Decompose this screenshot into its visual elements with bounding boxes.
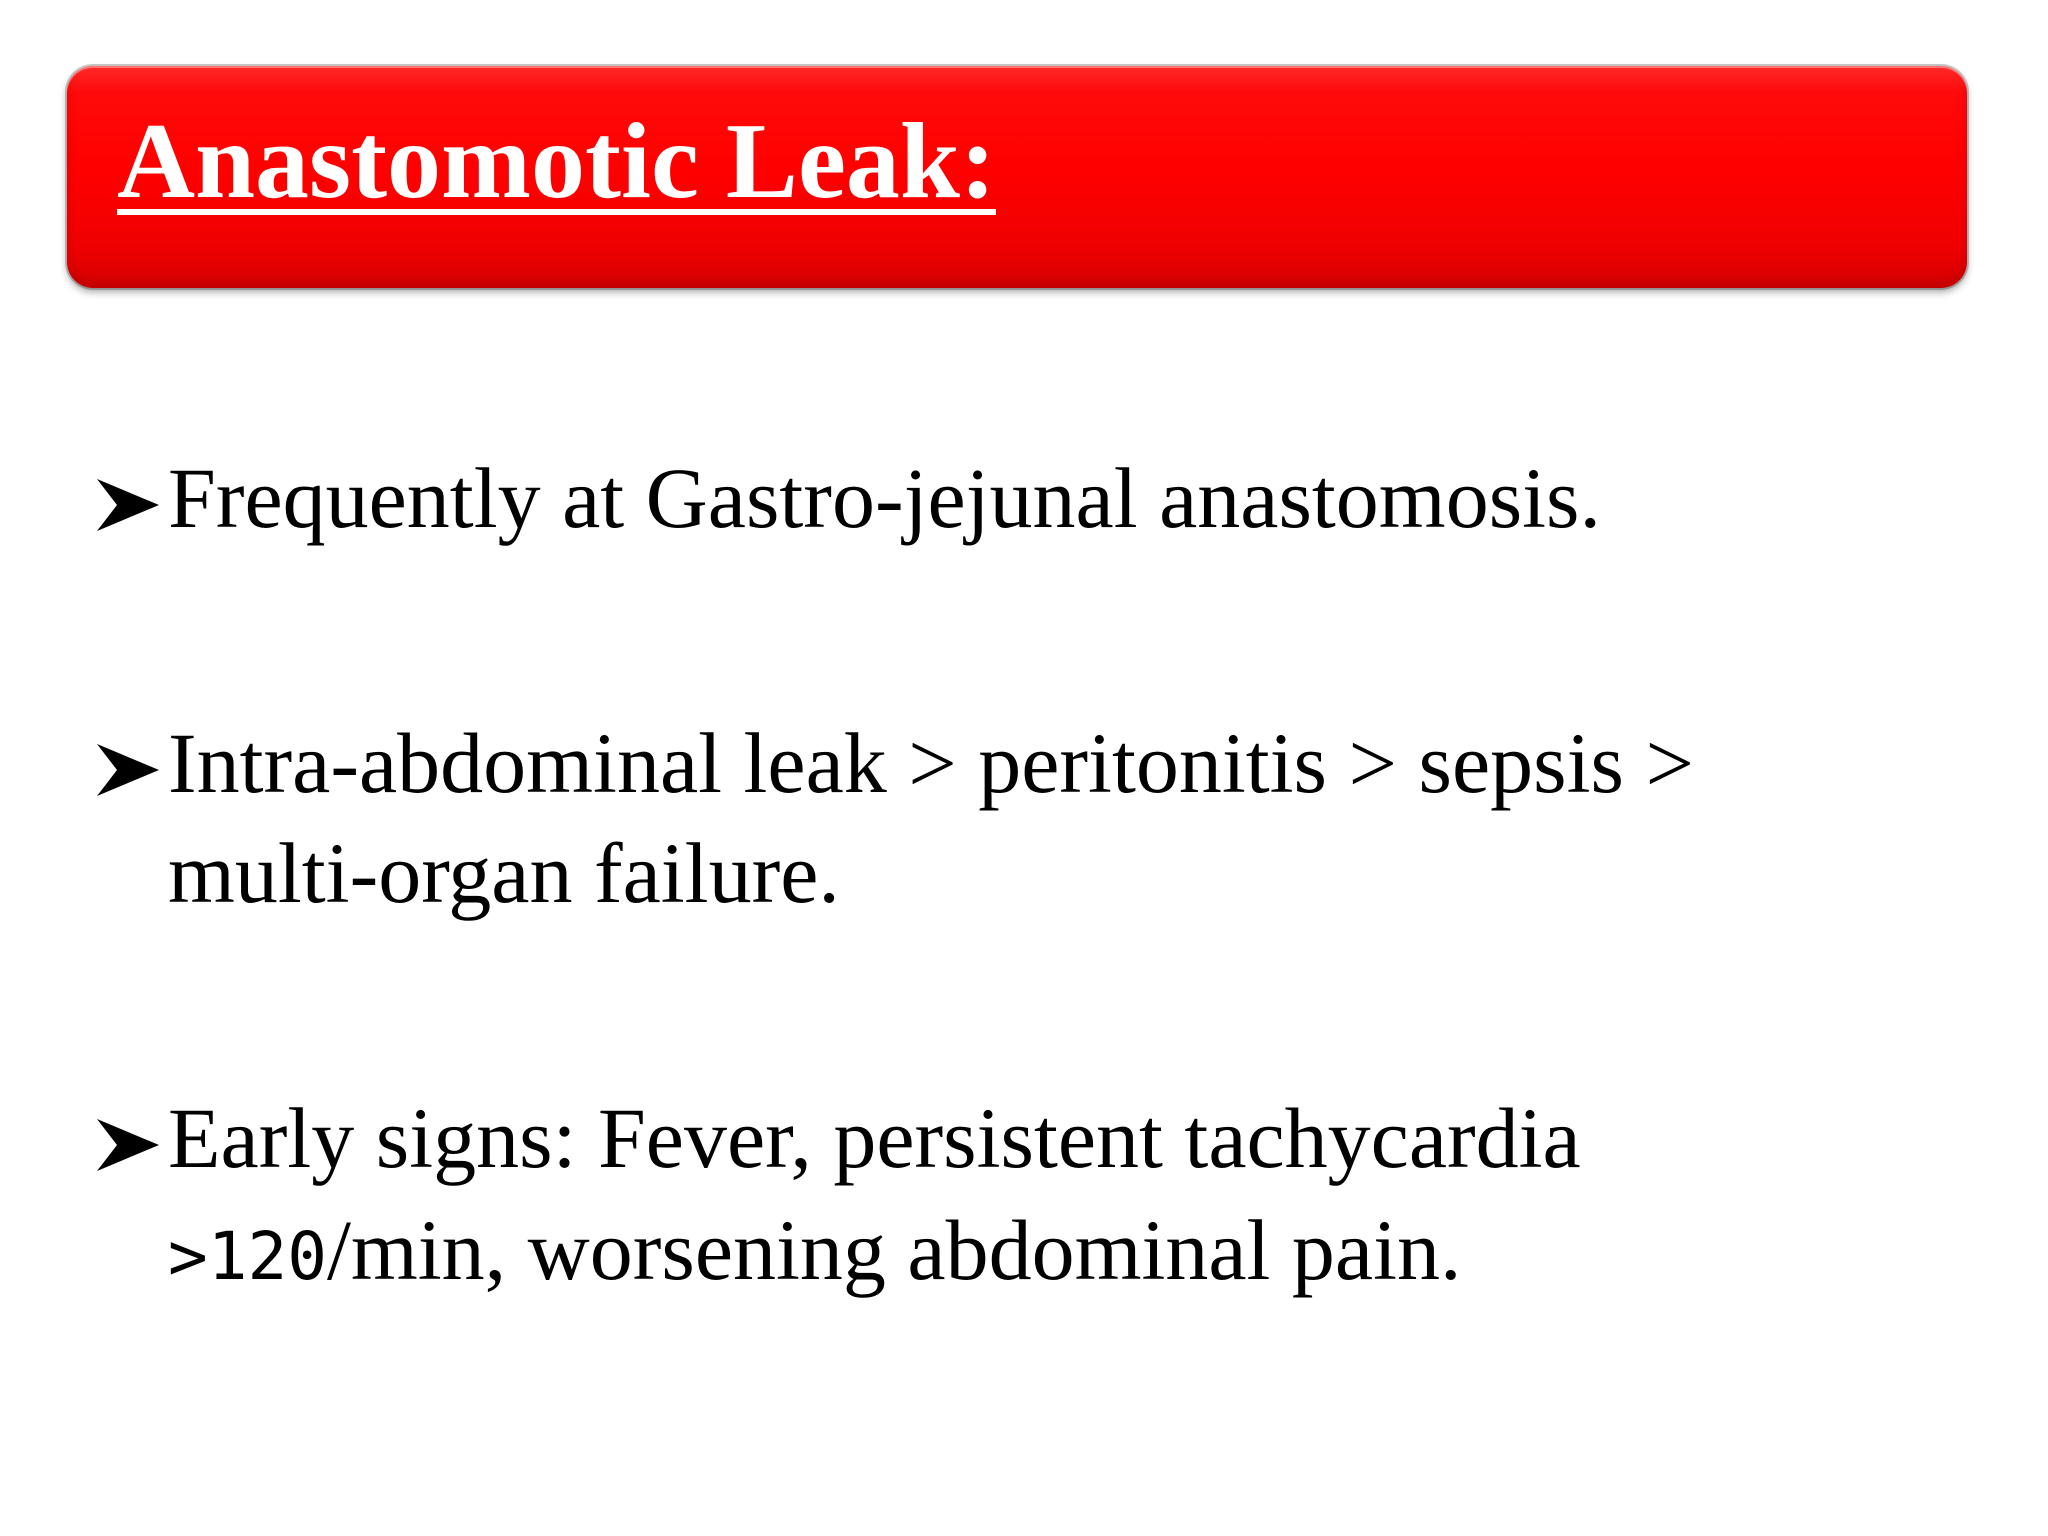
bullet-1-line-1: Frequently at Gastro-jejunal anastomosis. <box>168 450 1602 546</box>
arrowhead-bullet-icon <box>95 742 161 798</box>
bullet-3-line-2-text: /min, worsening abdominal pain. <box>326 1202 1462 1298</box>
slide-title: Anastomotic Leak: <box>117 102 996 221</box>
bullet-2-line-2: multi-organ failure. <box>168 825 840 921</box>
heart-rate-threshold: >120 <box>168 1218 327 1295</box>
arrowhead-bullet-icon <box>95 477 161 533</box>
bullet-3-line-2 <box>168 1202 1462 1298</box>
arrowhead-bullet-icon <box>95 1117 161 1173</box>
bullet-3-line-1: Early signs: Fever, persistent tachycardia <box>168 1090 1581 1186</box>
title-banner <box>67 66 1967 288</box>
bullet-2-line-1: Intra-abdominal leak > peritonitis > sepsis > <box>168 715 1694 811</box>
